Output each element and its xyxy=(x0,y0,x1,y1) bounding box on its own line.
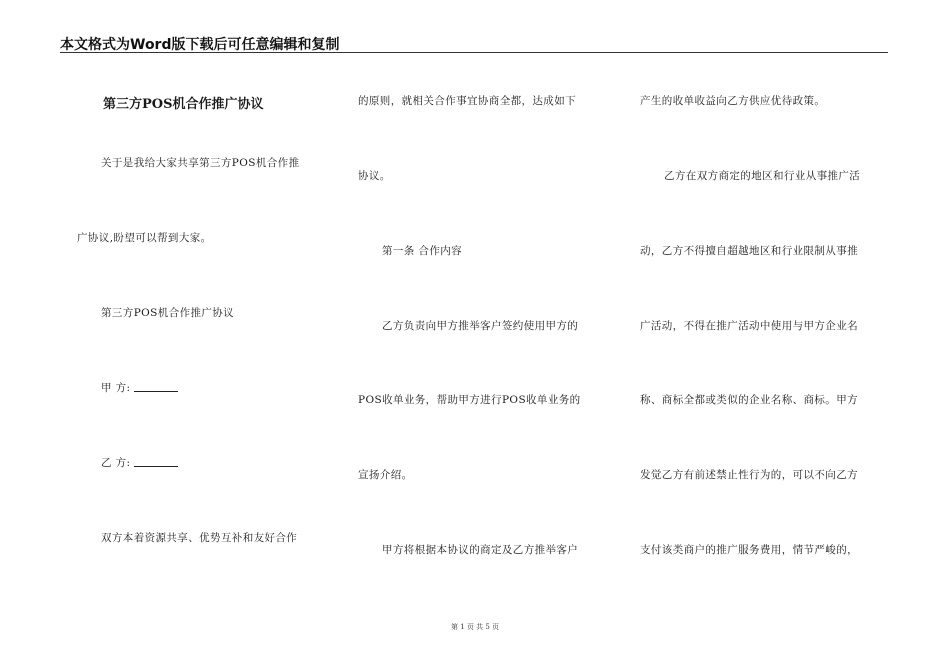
col3-line-1: 产生的收单收益向乙方供应优待政策。 xyxy=(640,95,826,107)
col3-line-2: 乙方在双方商定的地区和行业从事推广活 xyxy=(664,170,861,182)
party-b-blank xyxy=(134,465,178,467)
section-heading-1: 第一条 合作内容 xyxy=(382,245,463,257)
page-number: 第 1 页 共 5 页 xyxy=(450,623,500,631)
party-b-line xyxy=(101,455,178,470)
document-title: 第三方POS机合作推广协议 xyxy=(103,97,264,112)
document-banner: 本文格式为Word版下载后可任意编辑和复制 xyxy=(60,37,340,53)
col3-line-4: 广活动，不得在推广活动中使用与甲方企业名 xyxy=(640,320,858,332)
party-a-blank xyxy=(134,390,178,392)
col3-line-7: 支付该类商户的推广服务费用，情节严峻的， xyxy=(640,544,858,556)
agreement-heading: 第三方POS机合作推广协议 xyxy=(101,307,235,319)
intro-line-1: 关于是我给大家共享第三方POS机合作推 xyxy=(101,157,300,169)
party-a-line xyxy=(101,380,178,395)
header-rule xyxy=(60,52,888,53)
col2-line-4: 乙方负责向甲方推举客户签约使用甲方的 xyxy=(382,320,579,332)
col2-line-6: 宣扬介绍。 xyxy=(358,469,413,481)
col2-line-2: 协议。 xyxy=(358,170,391,182)
col3-line-5: 称、商标全都或类似的企业名称、商标。甲方 xyxy=(640,394,858,406)
col2-line-7: 甲方将根据本协议的商定及乙方推举客户 xyxy=(382,544,579,556)
party-a-label: 甲 方: xyxy=(101,382,131,394)
col2-line-1: 的原则，就相关合作事宜协商全都，达成如下 xyxy=(358,95,576,107)
col2-line-5: POS收单业务，帮助甲方进行POS收单业务的 xyxy=(358,394,581,406)
party-b-label: 乙 方: xyxy=(101,457,131,469)
body-line-1: 双方本着资源共享、优势互补和友好合作 xyxy=(101,532,298,544)
col3-line-6: 发觉乙方有前述禁止性行为的，可以不向乙方 xyxy=(640,469,858,481)
col3-line-3: 动，乙方不得擅自超越地区和行业限制从事推 xyxy=(640,245,858,257)
intro-line-2: 广协议,盼望可以帮到大家。 xyxy=(77,232,212,244)
